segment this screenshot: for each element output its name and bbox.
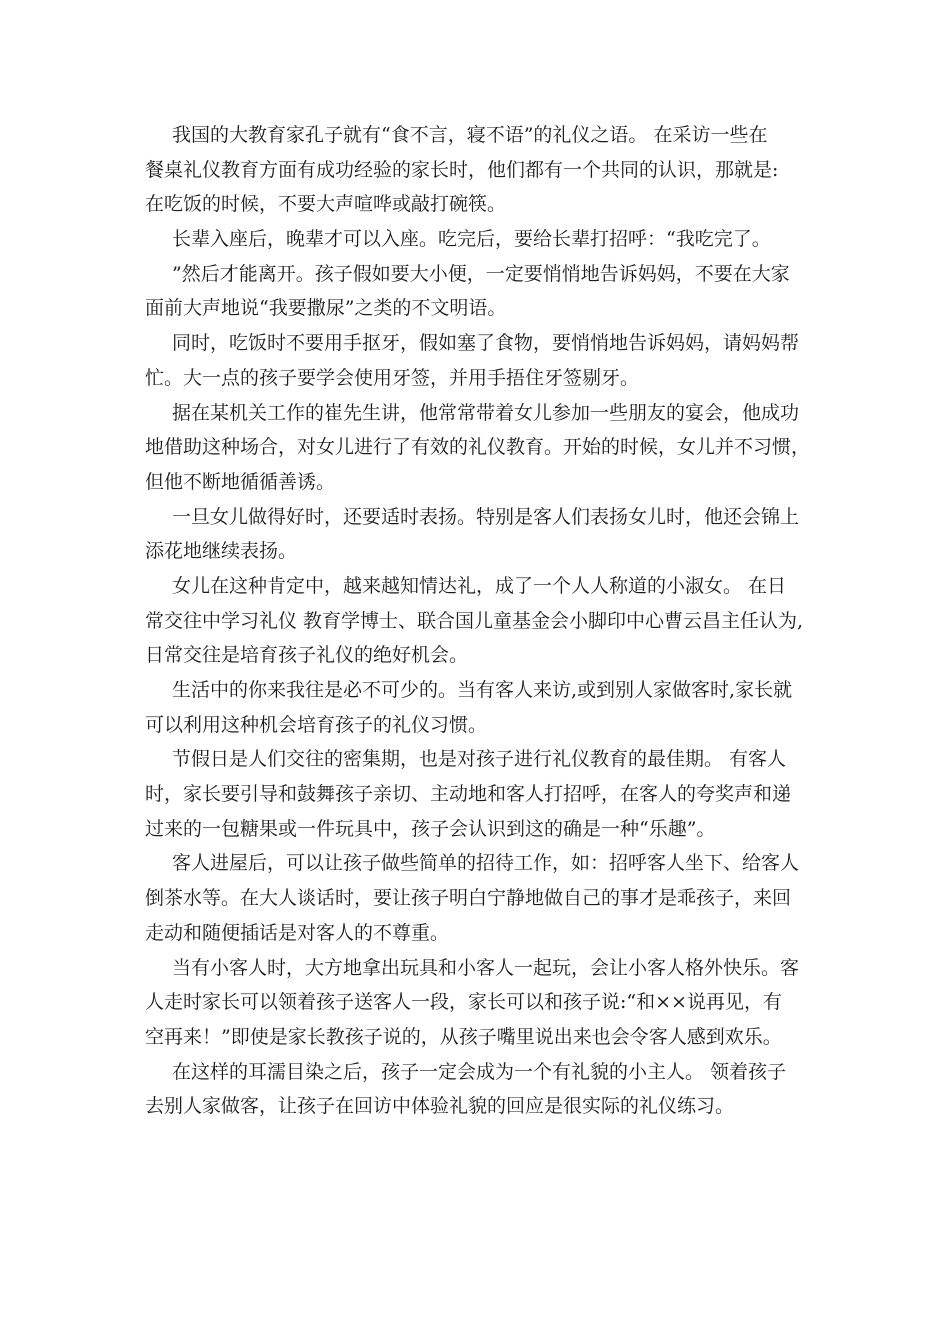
text-line: 地借助这种场合，对女儿进行了有效的礼仪教育。开始的时候，女儿并不习惯， bbox=[145, 436, 811, 459]
text-line: 走动和随便插话是对客人的不尊重。 bbox=[145, 921, 450, 944]
text-line: 面前大声地说“我要撒尿”之类的不文明语。 bbox=[145, 297, 507, 320]
text-line: 常交往中学习礼仪 教育学博士、联合国儿童基金会小脚印中心曹云昌主任认为, bbox=[145, 609, 804, 632]
text-line: 当有小客人时，大方地拿出玩具和小客人一起玩，会让小客人格外快乐。客 bbox=[172, 956, 800, 979]
text-line: 客人进屋后，可以让孩子做些简单的招待工作，如：招呼客人坐下、给客人 bbox=[172, 852, 800, 875]
text-line: 在这样的耳濡目染之后，孩子一定会成为一个有礼貌的小主人。 领着孩子 bbox=[172, 1060, 787, 1083]
text-line: 生活中的你来我往是必不可少的。当有客人来访,或到别人家做客时,家长就 bbox=[172, 679, 793, 701]
text-line: 时，家长要引导和鼓舞孩子亲切、主动地和客人打招呼，在客人的夸奖声和递 bbox=[145, 783, 792, 806]
text-line: 节假日是人们交往的密集期，也是对孩子进行礼仪教育的最佳期。 有客人 bbox=[172, 748, 787, 771]
text-line: 过来的一包糖果或一件玩具中，孩子会认识到这的确是一种“乐趣”。 bbox=[145, 817, 716, 840]
text-line: 在吃饭的时候，不要大声喧哗或敲打碗筷。 bbox=[145, 193, 507, 216]
text-line: 长辈入座后，晚辈才可以入座。吃完后，要给长辈打招呼：“我吃完了。 bbox=[172, 228, 771, 251]
text-line: 可以利用这种机会培育孩子的礼仪习惯。 bbox=[145, 713, 488, 736]
text-line: 忙。大一点的孩子要学会使用牙签，并用手捂住牙签剔牙。 bbox=[145, 366, 640, 389]
text-line: 日常交往是培育孩子礼仪的绝好机会。 bbox=[145, 644, 469, 667]
text-line: ”然后才能离开。孩子假如要大小便，一定要悄悄地告诉妈妈，不要在大家 bbox=[172, 262, 790, 285]
text-line: 餐桌礼仪教育方面有成功经验的家长时，他们都有一个共同的认识，那就是: bbox=[145, 158, 779, 181]
text-line: 去别人家做客，让孩子在回访中体验礼貌的回应是很实际的礼仪练习。 bbox=[145, 1095, 735, 1118]
text-line: 女儿在这种肯定中，越来越知情达礼，成了一个人人称道的小淑女。 在日 bbox=[172, 574, 787, 597]
document-body bbox=[145, 118, 817, 1124]
text-line: 我国的大教育家孔子就有“食不言，寝不语”的礼仪之语。 在采访一些在 bbox=[172, 124, 768, 146]
text-line: 同时，吃饭时不要用手抠牙，假如塞了食物，要悄悄地告诉妈妈，请妈妈帮 bbox=[172, 332, 800, 355]
text-line: 一旦女儿做得好时，还要适时表扬。特别是客人们表扬女儿时，他还会锦上 bbox=[172, 505, 800, 528]
text-line: 但他不断地循循善诱。 bbox=[145, 470, 336, 493]
text-line: 倒茶水等。在大人谈话时，要让孩子明白宁静地做自己的事才是乖孩子，来回 bbox=[145, 887, 792, 910]
text-line: 据在某机关工作的崔先生讲，他常常带着女儿参加一些朋友的宴会，他成功 bbox=[172, 401, 800, 424]
text-line: 添花地继续表扬。 bbox=[145, 540, 298, 563]
text-line: 空再来！”即使是家长教孩子说的，从孩子嘴里说出来也会令客人感到欢乐。 bbox=[145, 1025, 782, 1048]
text-line: 人走时家长可以领着孩子送客人一段，家长可以和孩子说:“和××说再见，有 bbox=[145, 991, 782, 1014]
